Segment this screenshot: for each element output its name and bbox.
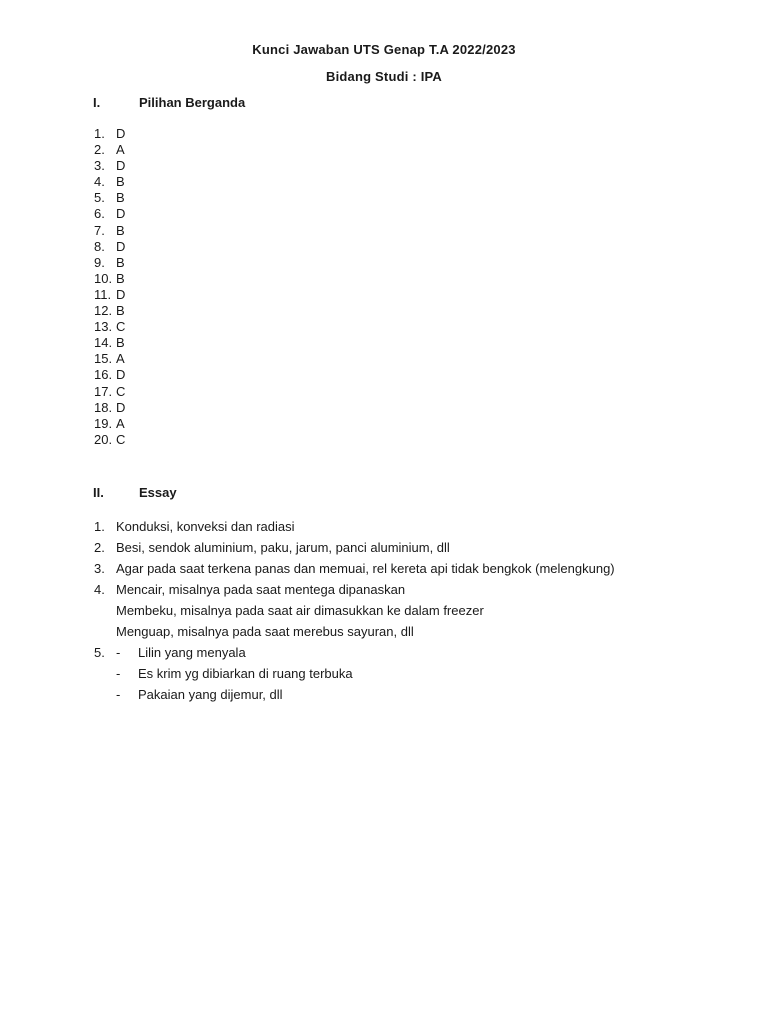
document-subtitle: Bidang Studi : IPA	[325, 69, 443, 84]
answer-letter: D	[116, 126, 126, 141]
essay-item-number: 5.	[94, 645, 105, 660]
essay-item	[94, 642, 615, 663]
answer-number: 19.	[94, 415, 113, 431]
answer-row	[94, 351, 125, 367]
answer-number: 5.	[94, 190, 105, 206]
document-title: Kunci Jawaban UTS Genap T.A 2022/2023	[252, 42, 516, 57]
answer-row	[94, 416, 125, 432]
answer-row	[94, 206, 125, 222]
answer-row	[94, 367, 125, 383]
answer-letter: A	[116, 415, 125, 431]
section-numeral: II.	[93, 485, 104, 500]
answer-row	[94, 287, 125, 303]
essay-item-number: 2.	[94, 540, 105, 555]
essay-item-number: 4.	[94, 582, 105, 597]
answer-letter: D	[116, 399, 126, 415]
answer-letter: D	[116, 286, 126, 302]
answer-letter: A	[116, 142, 125, 158]
answer-letter: C	[116, 383, 126, 399]
answer-number: 20.	[94, 431, 113, 447]
answer-letter: B	[116, 270, 125, 286]
essay-item-text: Besi, sendok aluminium, paku, jarum, panci aluminium, dll	[116, 540, 450, 555]
answer-row	[94, 303, 125, 319]
essay-bullet	[94, 663, 615, 684]
answer-number: 15.	[94, 351, 113, 367]
answer-row	[94, 432, 125, 448]
answer-number: 16.	[94, 367, 113, 383]
answer-number: 3.	[94, 158, 105, 174]
answer-letter: C	[116, 319, 126, 335]
answer-number: 14.	[94, 335, 113, 351]
answer-number: 1.	[94, 126, 105, 141]
section-essay-heading	[93, 485, 177, 500]
answer-letter: D	[116, 238, 126, 254]
answer-number: 6.	[94, 206, 105, 222]
bullet-text: Lilin yang menyala	[138, 645, 246, 660]
section-title: Essay	[139, 485, 177, 500]
answer-row	[94, 223, 125, 239]
essay-item-text: Mencair, misalnya pada saat mentega dipanaskan	[116, 582, 406, 597]
answer-number: 8.	[94, 238, 105, 254]
answer-number: 7.	[94, 222, 105, 238]
bullet-text: Es krim yg dibiarkan di ruang terbuka	[138, 666, 353, 681]
answer-number: 2.	[94, 142, 105, 158]
answer-row	[94, 126, 125, 142]
answer-row	[94, 400, 125, 416]
section-multiple-choice-heading	[93, 95, 245, 110]
answer-row	[94, 384, 125, 400]
bullet-dash: -	[116, 645, 121, 660]
bullet-text: Pakaian yang dijemur, dll	[138, 687, 283, 702]
answer-row	[94, 271, 125, 287]
essay-item	[94, 516, 615, 537]
answer-number: 11.	[94, 286, 112, 302]
bullet-dash: -	[116, 687, 121, 702]
answer-letter: B	[116, 335, 125, 351]
answer-letter: B	[116, 222, 125, 238]
answer-row	[94, 239, 125, 255]
essay-item-text: Agar pada saat terkena panas dan memuai, rel kereta api tidak bengkok (melengkung)	[116, 561, 615, 576]
answer-letter: D	[116, 206, 126, 222]
essay-item	[94, 579, 615, 600]
essay-item-number: 3.	[94, 561, 105, 576]
section-title: Pilihan Berganda	[139, 95, 246, 110]
essay-item-text: Konduksi, konveksi dan radiasi	[116, 519, 295, 534]
answer-row	[94, 174, 125, 190]
essay-item	[94, 537, 615, 558]
answer-number: 9.	[94, 254, 105, 270]
answer-row	[94, 158, 125, 174]
essay-answer-list	[94, 516, 615, 705]
answer-number: 12.	[94, 303, 113, 319]
answer-row	[94, 142, 125, 158]
answer-row	[94, 190, 125, 206]
answer-number: 13.	[94, 319, 113, 335]
answer-letter: B	[116, 174, 125, 190]
answer-letter: B	[116, 254, 125, 270]
essay-item-number: 1.	[94, 519, 105, 534]
answer-letter: A	[116, 351, 125, 367]
answer-letter: D	[116, 367, 126, 383]
answer-letter: D	[116, 158, 126, 174]
essay-item	[94, 558, 615, 579]
answer-number: 18.	[94, 399, 113, 415]
essay-bullet	[94, 684, 615, 705]
bullet-dash: -	[116, 666, 121, 681]
multiple-choice-answer-list	[94, 126, 125, 448]
answer-letter: B	[116, 190, 125, 206]
answer-row	[94, 319, 125, 335]
answer-row	[94, 255, 125, 271]
answer-letter: B	[116, 303, 125, 319]
essay-item-continuation: Menguap, misalnya pada saat merebus sayuran, dll	[116, 624, 414, 639]
answer-row	[94, 335, 125, 351]
answer-number: 10.	[94, 270, 113, 286]
answer-number: 17.	[94, 383, 113, 399]
section-numeral: I.	[93, 95, 101, 110]
answer-number: 4.	[94, 174, 105, 190]
answer-letter: C	[116, 431, 126, 447]
essay-item-continuation: Membeku, misalnya pada saat air dimasukkan ke dalam freezer	[116, 603, 484, 618]
